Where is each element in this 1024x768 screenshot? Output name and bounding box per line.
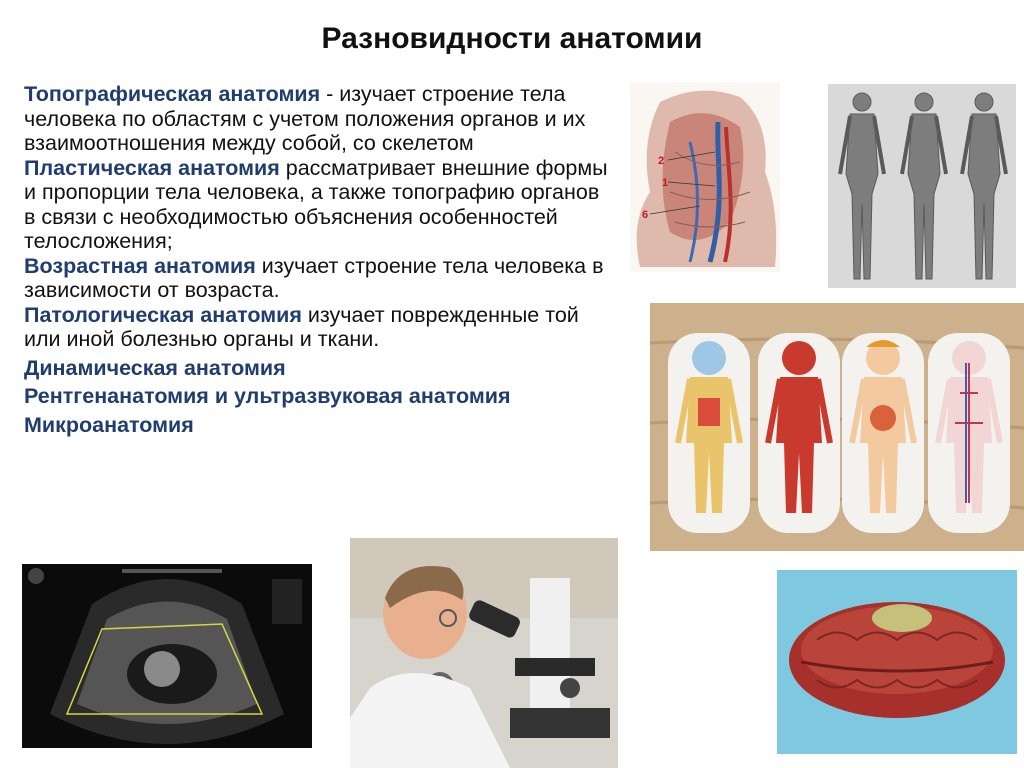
microscope-scientist-image <box>350 538 618 768</box>
term-age: Возрастная анатомия <box>24 253 256 278</box>
neck-label-1: 1 <box>662 177 669 189</box>
ultrasound-image <box>22 564 312 748</box>
neck-label-6: 6 <box>642 209 649 221</box>
section-plastic <box>24 156 616 254</box>
desc-topographic: - изучает строение тела человека по областям с учетом положения органов и их взаимоотношения между собой, со скелетом <box>24 82 586 155</box>
section-topographic <box>24 82 616 156</box>
type-xray-ultrasound: Рентгенанатомия и ультразвуковая анатомия <box>24 384 511 408</box>
desc-pathological: изучает поврежденные той или иной болезнью органы и ткани. <box>24 302 579 351</box>
desc-age: изучает строение тела человека в зависимости от возраста. <box>24 253 604 302</box>
term-pathological: Патологическая анатомия <box>24 302 302 327</box>
pathological-brain-image <box>777 570 1017 754</box>
anatomy-types-text <box>24 82 616 437</box>
neck-dissection-image <box>630 82 780 272</box>
child-body-figures-image <box>650 303 1024 551</box>
section-age <box>24 254 616 303</box>
type-microanatomy: Микроанатомия <box>24 412 194 437</box>
desc-plastic: рассматривает внешние формы и пропорции тела человека, а также топографию органов в связи с необходимостью объяснения особенностей телосложения; <box>24 155 608 253</box>
slide-title: Разновидности анатомии <box>321 22 703 55</box>
neck-label-2: 2 <box>658 155 665 167</box>
term-plastic: Пластическая анатомия <box>24 155 280 180</box>
type-dynamic: Динамическая анатомия <box>24 355 286 380</box>
section-pathological <box>24 303 616 352</box>
term-topographic: Топографическая анатомия <box>24 82 321 106</box>
muscle-figures-image <box>828 84 1016 288</box>
